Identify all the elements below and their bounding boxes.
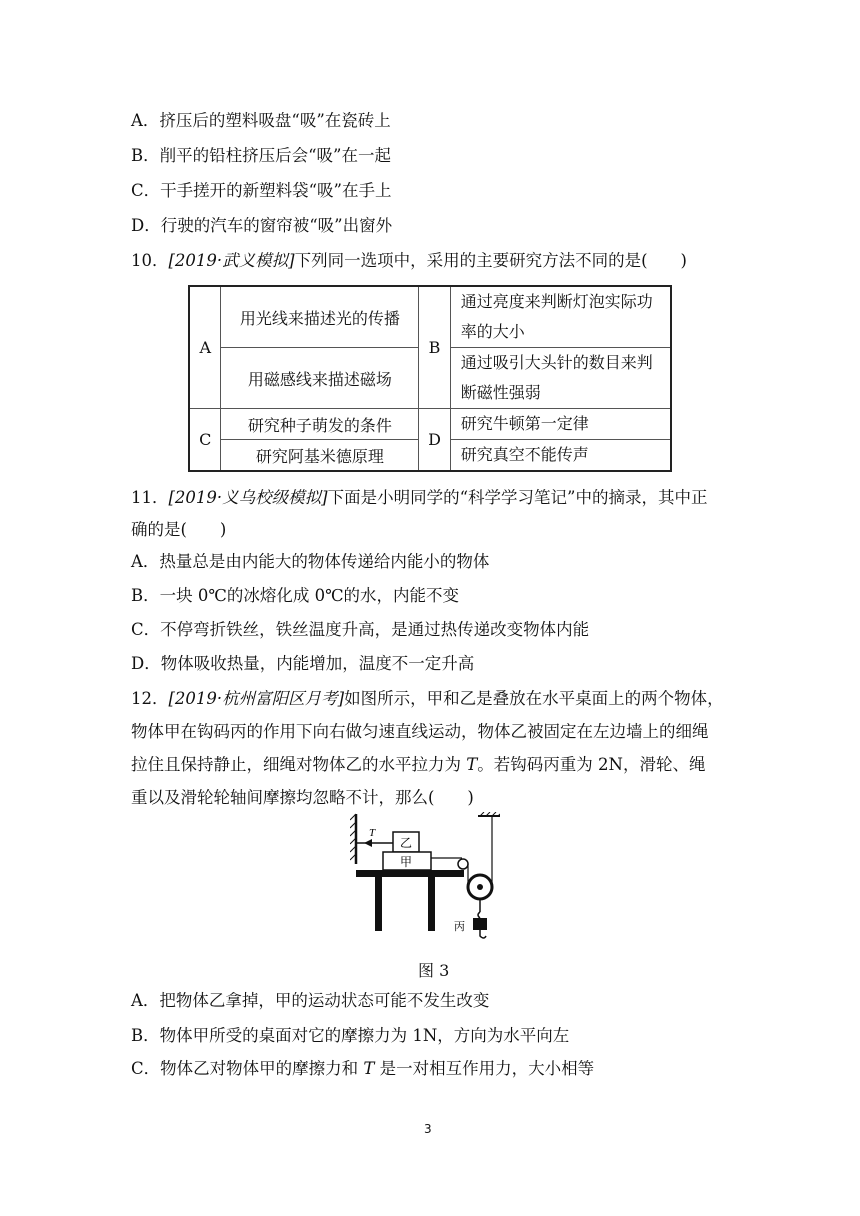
q12-option-a: A．把物体乙拿掉，甲的运动状态可能不发生改变 (131, 991, 490, 1010)
q10-c1: 研究种子萌发的条件 (221, 409, 419, 440)
q10-text: 下列同一选项中，采用的主要研究方法不同的是( ) (294, 251, 687, 270)
q10-a1: 用光线来描述光的传播 (221, 286, 419, 348)
q11-text-1: 下面是小明同学的“科学学习笔记”中的摘录，其中正 (327, 488, 708, 507)
q10-label-a: A (189, 286, 221, 409)
q10-d1: 研究牛顿第一定律 (450, 409, 671, 440)
q10-label-c: C (189, 409, 221, 472)
q11-number: 11． (131, 488, 169, 507)
q12-figure (350, 812, 500, 946)
q9-option-a: A．挤压后的塑料吸盘“吸”在瓷砖上 (131, 111, 391, 130)
q11-option-a: A．热量总是由内能大的物体传递给内能小的物体 (131, 552, 490, 571)
q12-option-c-pre: C．物体乙对物体甲的摩擦力和 (131, 1059, 364, 1078)
q9-option-b: B．削平的铅柱挤压后会“吸”在一起 (131, 146, 391, 165)
weight-bing (473, 918, 487, 930)
q11-source: [2019·义乌校级模拟] (168, 488, 328, 507)
q10-b1: 通过亮度来判断灯泡实际功率的大小 (450, 286, 671, 348)
label-yi: 乙 (400, 836, 413, 850)
q10-number: 10． (131, 251, 169, 270)
edge-pulley (458, 859, 468, 869)
q12-source: [2019·杭州富阳区月考] (168, 689, 345, 708)
q9-option-d: D．行驶的汽车的窗帘被“吸”出窗外 (131, 216, 393, 235)
q11-option-b: B．一块 0℃的冰熔化成 0℃的水，内能不变 (131, 586, 460, 605)
q12-stem-line1 (131, 688, 724, 710)
q10-c2: 研究阿基米德原理 (221, 440, 419, 472)
q12-option-c (131, 1058, 594, 1080)
q12-stem-line4: 重以及滑轮轮轴间摩擦均忽略不计，那么( ) (131, 788, 474, 807)
table-top (356, 870, 464, 877)
q10-stem (131, 250, 687, 272)
q12-option-c-symbol-t: T (363, 1059, 375, 1078)
label-t: T (369, 827, 376, 839)
q12-text-1: 如图所示，甲和乙是叠放在水平桌面上的两个物体， (344, 689, 724, 708)
q10-d2: 研究真空不能传声 (450, 440, 671, 472)
q10-a2: 用磁感线来描述磁场 (221, 348, 419, 409)
q12-number: 12． (131, 689, 169, 708)
q11-stem-line2: 确的是( ) (131, 520, 227, 539)
label-jia: 甲 (400, 855, 413, 869)
q12-symbol-t: T (466, 755, 478, 774)
q10-b2: 通过吸引大头针的数目来判断磁性强弱 (450, 348, 671, 409)
q10-label-d: D (419, 409, 450, 472)
q10-source: [2019·武义模拟] (168, 251, 295, 270)
figure-caption: 图 3 (418, 961, 450, 980)
q12-option-b: B．物体甲所受的桌面对它的摩擦力为 1N，方向为水平向左 (131, 1026, 570, 1045)
page-number: 3 (424, 1122, 432, 1136)
q12-option-c-post: 是一对相互作用力，大小相等 (374, 1059, 595, 1078)
q12-stem-line2: 物体甲在钩码丙的作用下向右做匀速直线运动，物体乙被固定在左边墙上的细绳 (131, 722, 709, 741)
q10-label-b: B (419, 286, 450, 409)
q9-option-c: C．干手搓开的新塑料袋“吸”在手上 (131, 181, 392, 200)
q10-options-table (188, 285, 672, 472)
q11-option-c: C．不停弯折铁丝，铁丝温度升高，是通过热传递改变物体内能 (131, 620, 590, 639)
q11-stem-line1 (131, 487, 708, 509)
q11-option-d: D．物体吸收热量，内能增加，温度不一定升高 (131, 654, 475, 673)
label-bing: 丙 (454, 920, 465, 933)
q12-stem-line3 (131, 754, 705, 776)
q12-text-3a: 拉住且保持静止，细绳对物体乙的水平拉力为 (131, 755, 467, 774)
q12-text-3b: 。若钩码丙重为 2N，滑轮、绳 (477, 755, 706, 774)
